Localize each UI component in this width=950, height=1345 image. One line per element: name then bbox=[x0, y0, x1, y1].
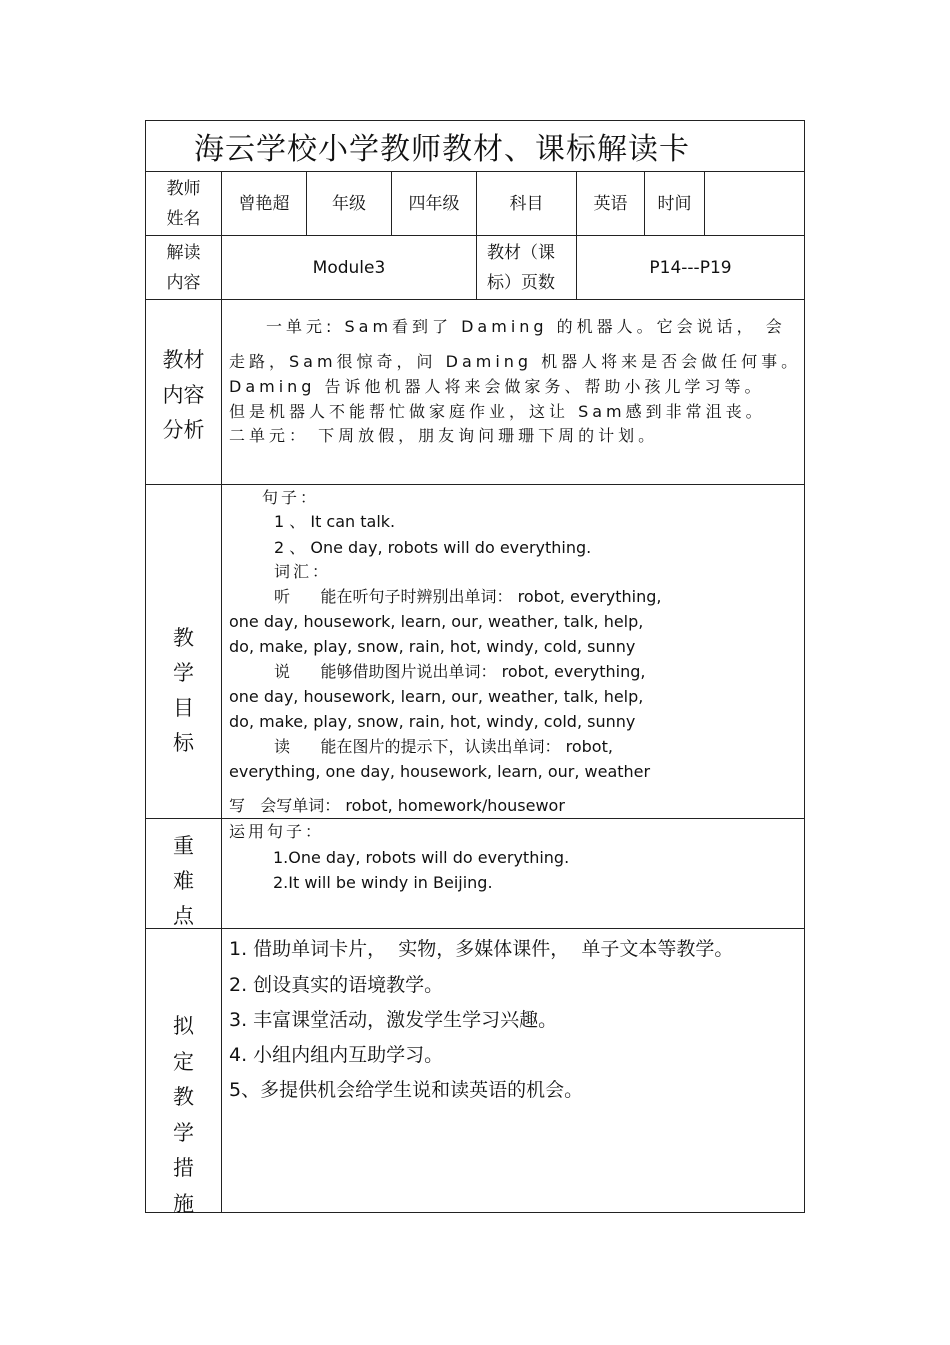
label-char: 拟 bbox=[173, 1014, 194, 1038]
measure-line: 3. 丰富课堂活动，激发学生学习兴趣。 bbox=[229, 1009, 558, 1031]
objective-line: 2 、 One day, robots will do everything. bbox=[274, 538, 592, 557]
grade-label: 年级 bbox=[332, 193, 366, 214]
card-title: 海云学校小学教师教材、课标解读卡 bbox=[194, 132, 690, 167]
label-char: 学 bbox=[173, 661, 194, 685]
divider bbox=[146, 299, 804, 300]
time-label: 时间 bbox=[657, 193, 692, 214]
label-char: 目 bbox=[173, 696, 194, 720]
analysis-line: 但是机器人不能帮忙做家庭作业，这让 Sam感到非常沮丧。 bbox=[229, 402, 766, 421]
label-char: 学 bbox=[173, 1120, 194, 1145]
key-point-line: 1.One day, robots will do everything. bbox=[273, 848, 570, 867]
key-points-label bbox=[146, 829, 221, 934]
teacher-name-label: 教师 姓名 bbox=[166, 178, 201, 229]
label-char: 点 bbox=[173, 904, 194, 928]
objective-line: everything, one day, housework, learn, our, weather bbox=[229, 762, 651, 781]
objective-line: 读 能在图片的提示下，认读出单词： robot, bbox=[274, 737, 613, 756]
objective-line: 听 能在听句子时辨别出单词： robot, everything, bbox=[274, 587, 662, 606]
key-point-line: 2.It will be windy in Beijing. bbox=[273, 873, 493, 892]
grade-value: 四年级 bbox=[408, 193, 460, 214]
objectives-label bbox=[146, 621, 221, 761]
objective-line: one day, housework, learn, our, weather, talk, help, bbox=[229, 612, 644, 631]
interpretation-card bbox=[145, 120, 805, 1216]
objective-line: 词汇： bbox=[274, 562, 332, 581]
label-char: 教材 bbox=[162, 348, 205, 372]
label-char: 教 bbox=[173, 626, 194, 650]
content-label: 解读 内容 bbox=[166, 242, 201, 293]
label-char: 施 bbox=[173, 1191, 194, 1216]
label-char: 难 bbox=[173, 869, 194, 893]
measure-line: 5、多提供机会给学生说和读英语的机会。 bbox=[229, 1079, 584, 1101]
divider bbox=[221, 171, 222, 1212]
objective-line: 句子： bbox=[262, 488, 320, 507]
subject-value: 英语 bbox=[593, 193, 628, 214]
label-char: 定 bbox=[173, 1049, 194, 1074]
analysis-line: 一单元: Sam看到了 Daming 的机器人。它会说话， 会 bbox=[266, 317, 786, 336]
divider bbox=[146, 484, 804, 485]
label-char: 重 bbox=[173, 834, 194, 858]
objective-line: do, make, play, snow, rain, hot, windy, cold, sunny bbox=[229, 637, 636, 656]
module-value: Module3 bbox=[312, 257, 386, 278]
analysis-line: Daming 告诉他机器人将来会做家务、帮助小孩儿学习等。 bbox=[229, 377, 765, 396]
label-char: 教 bbox=[173, 1085, 194, 1109]
objective-line: 说 能够借助图片说出单词： robot, everything, bbox=[274, 662, 646, 681]
measure-line: 1. 借助单词卡片， 实物，多媒体课件， 单子文本等教学。 bbox=[229, 938, 734, 960]
objective-line: one day, housework, learn, our, weather, talk, help, bbox=[229, 687, 644, 706]
time-value bbox=[705, 172, 804, 235]
objective-line: 1 、 It can talk. bbox=[274, 512, 396, 531]
label-char: 分析 bbox=[162, 418, 205, 442]
label-char: 措 bbox=[173, 1156, 194, 1180]
analysis-line: 走路，Sam很惊奇，问 Daming 机器人将来是否会做任何事。 bbox=[229, 352, 802, 371]
analysis-label bbox=[146, 343, 221, 448]
measures-label bbox=[146, 1009, 221, 1222]
measure-line: 4. 小组内组内互助学习。 bbox=[229, 1044, 444, 1066]
objective-line: do, make, play, snow, rain, hot, windy, cold, sunny bbox=[229, 712, 636, 731]
label-char: 内容 bbox=[162, 383, 205, 407]
pages-value: P14---P19 bbox=[649, 257, 732, 278]
divider bbox=[146, 928, 804, 929]
teacher-name-value: 曾艳超 bbox=[238, 193, 290, 214]
analysis-line: 二单元： 下周放假，朋友询问珊珊下周的计划。 bbox=[229, 426, 659, 445]
label-char: 标 bbox=[173, 731, 194, 755]
pages-label: 教材（课 标）页数 bbox=[487, 242, 555, 293]
measure-line: 2. 创设真实的语境教学。 bbox=[229, 974, 444, 996]
objective-line: 写 会写单词： robot, homework/housewor bbox=[229, 796, 565, 815]
subject-label: 科目 bbox=[509, 193, 544, 214]
key-point-line: 运用句子： bbox=[229, 822, 325, 841]
